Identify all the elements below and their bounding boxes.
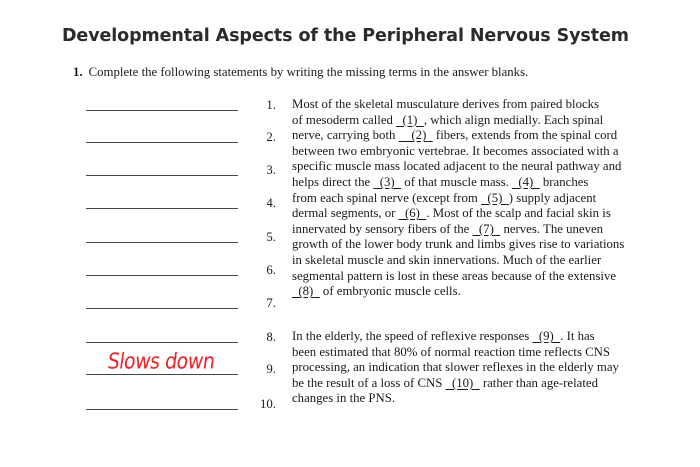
text-segment: changes in the PNS. — [292, 391, 396, 406]
answer-number: 8. — [266, 330, 276, 344]
paragraph-embryonic-development — [292, 97, 672, 300]
text-segment: , which align medially. Each spinal — [423, 112, 604, 127]
text-line — [292, 206, 672, 222]
text-line — [292, 345, 672, 361]
text-line — [292, 269, 672, 285]
text-segment: in skeletal muscle and skin innervations. Much of the earlier — [292, 252, 602, 267]
text-segment: between two embryonic vertebrae. It becomes associated with a — [292, 143, 619, 158]
fill-in-blank: (2) — [398, 128, 433, 143]
fill-in-blank: (10) — [445, 375, 480, 390]
text-segment: branches — [539, 174, 589, 189]
fill-in-blank: (7) — [472, 221, 501, 236]
answer-blank-4[interactable] — [86, 208, 238, 209]
text-segment: dermal segments, or — [292, 206, 399, 221]
text-segment: Most of the skeletal musculature derives from paired blocks — [292, 97, 600, 111]
text-segment: rather than age-related — [479, 375, 598, 390]
text-segment: nerves. The uneven — [500, 221, 604, 236]
text-segment: specific muscle mass located adjacent to the neural pathway and — [292, 159, 622, 174]
text-segment: of embryonic muscle cells. — [319, 284, 461, 299]
text-segment: from each spinal nerve (except from — [292, 190, 482, 205]
text-line — [292, 253, 672, 269]
answer-row — [86, 262, 276, 278]
answer-row — [86, 129, 276, 145]
answer-row — [86, 97, 276, 113]
answer-blank-5[interactable] — [86, 242, 238, 243]
answer-number: 2. — [266, 130, 276, 144]
fill-in-blank: (8) — [292, 284, 320, 299]
text-line — [292, 128, 672, 144]
text-line — [292, 376, 672, 392]
text-line — [292, 144, 672, 160]
answer-number: 4. — [266, 196, 276, 210]
fill-in-blank: (4) — [511, 174, 540, 189]
fill-in-blank: (9) — [532, 329, 561, 343]
text-segment: nerve, carrying both — [292, 128, 399, 143]
text-segment: fibers, extends from the spinal cord — [432, 128, 618, 143]
page-title: Developmental Aspects of the Peripheral Nervous System — [62, 26, 629, 46]
text-segment: innervated by sensory fibers of the — [292, 221, 473, 236]
text-segment: processing, an indication that slower reflexes in the elderly may — [292, 360, 619, 375]
question-1 — [73, 65, 528, 80]
answer-blank-6[interactable] — [86, 275, 238, 276]
answer-number: 6. — [266, 263, 276, 277]
text-segment: . Most of the scalp and facial skin is — [426, 206, 611, 221]
answer-blank-2[interactable] — [86, 142, 238, 143]
answer-blank-9[interactable] — [86, 374, 238, 375]
answer-row — [86, 162, 276, 178]
answer-blank-1[interactable] — [86, 110, 238, 111]
answer-number: 7. — [266, 296, 276, 310]
answer-number: 1. — [266, 98, 276, 112]
text-line — [292, 159, 672, 175]
text-line — [292, 391, 672, 407]
text-segment: of mesoderm called — [292, 112, 397, 127]
answer-blank-7[interactable] — [86, 308, 238, 309]
answer-number: 10. — [260, 397, 276, 411]
text-line — [292, 329, 672, 345]
answer-row — [86, 396, 276, 412]
answer-blank-10[interactable] — [86, 409, 238, 410]
question-number: 1. — [73, 65, 83, 79]
text-segment: ) supply adjacent — [508, 190, 597, 205]
fill-in-blank: (3) — [373, 174, 402, 189]
text-line — [292, 175, 672, 191]
text-segment: been estimated that 80% of normal reaction time reflects CNS — [292, 344, 611, 359]
fill-in-blank: (1) — [396, 112, 424, 127]
text-line — [292, 97, 672, 113]
question-instructions: Complete the following statements by writing the missing terms in the answer blanks. — [88, 65, 529, 79]
answer-blank-8[interactable] — [86, 342, 238, 343]
answer-row — [86, 195, 276, 211]
text-line — [292, 222, 672, 238]
fill-in-blank: (5) — [481, 190, 509, 205]
answer-row — [86, 348, 276, 377]
text-segment: segmental pattern is lost in these areas because of the extensive — [292, 268, 617, 283]
text-segment: of that muscle mass. — [401, 174, 512, 189]
answer-row — [86, 229, 276, 245]
paragraph-elderly — [292, 329, 672, 407]
text-line — [292, 284, 672, 300]
answer-number: 3. — [266, 163, 276, 177]
text-line — [292, 113, 672, 129]
text-segment: . It has — [560, 329, 595, 343]
text-segment: growth of the lower body trunk and limbs gives rise to variations — [292, 237, 625, 252]
text-segment: In the elderly, the speed of reflexive responses — [292, 329, 533, 343]
answer-number: 5. — [266, 230, 276, 244]
handwritten-answer: Slows down — [106, 348, 217, 374]
text-line — [292, 360, 672, 376]
answer-row — [86, 295, 276, 311]
answer-number: 9. — [266, 362, 276, 376]
fill-in-blank: (6) — [398, 206, 427, 221]
text-segment: helps direct the — [292, 174, 374, 189]
answer-blank-3[interactable] — [86, 175, 238, 176]
text-line — [292, 191, 672, 207]
text-line — [292, 237, 672, 253]
text-segment: be the result of a loss of CNS — [292, 375, 446, 390]
answer-row — [86, 329, 276, 345]
